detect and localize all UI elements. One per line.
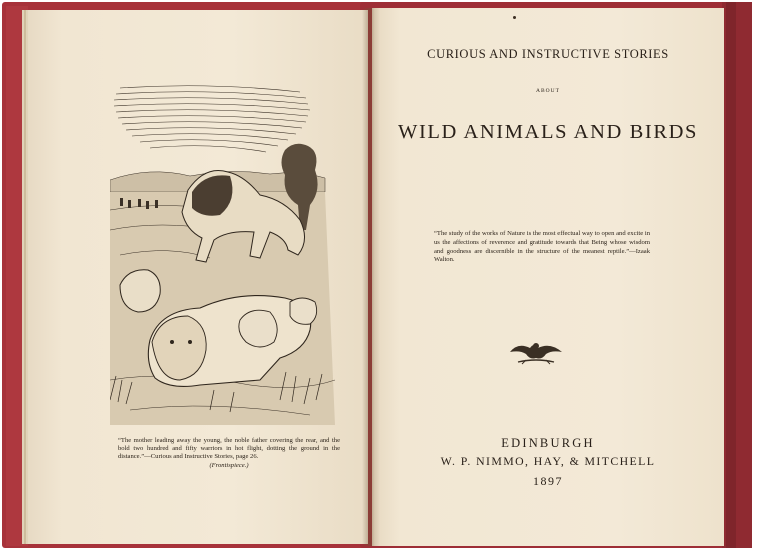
illustration-caption [118,437,340,470]
imprint-place: EDINBURGH [501,436,595,450]
imprint-year: 1897 [533,474,563,488]
epigraph: “The study of the works of Nature is the most effectual way to open and excite in us the affections of reverence and gratitude towards that Being whose wisdom and goodness are discernible in the structure of the meanest reptile.”—Izaak Walton. [434,230,650,264]
about-word: ABOUT [536,88,560,94]
page-mark [513,16,516,19]
book-title: WILD ANIMALS AND BIRDS [398,121,698,143]
series-title: CURIOUS AND INSTRUCTIVE STORIES [427,47,669,61]
frontispiece-label: (Frontispiece.) [209,462,249,469]
imprint-publisher: W. P. NIMMO, HAY, & MITCHELL [440,454,656,468]
caption-text: “The mother leading away the young, the noble father covering the rear, and the bold two hundred and fifty warriors in hot flight, dotting the ground in the distance.”—Curious and Instructive Stories, page 26. [118,437,340,460]
lion-family-engraving [110,80,335,425]
eagle-ornament-icon [508,338,564,368]
